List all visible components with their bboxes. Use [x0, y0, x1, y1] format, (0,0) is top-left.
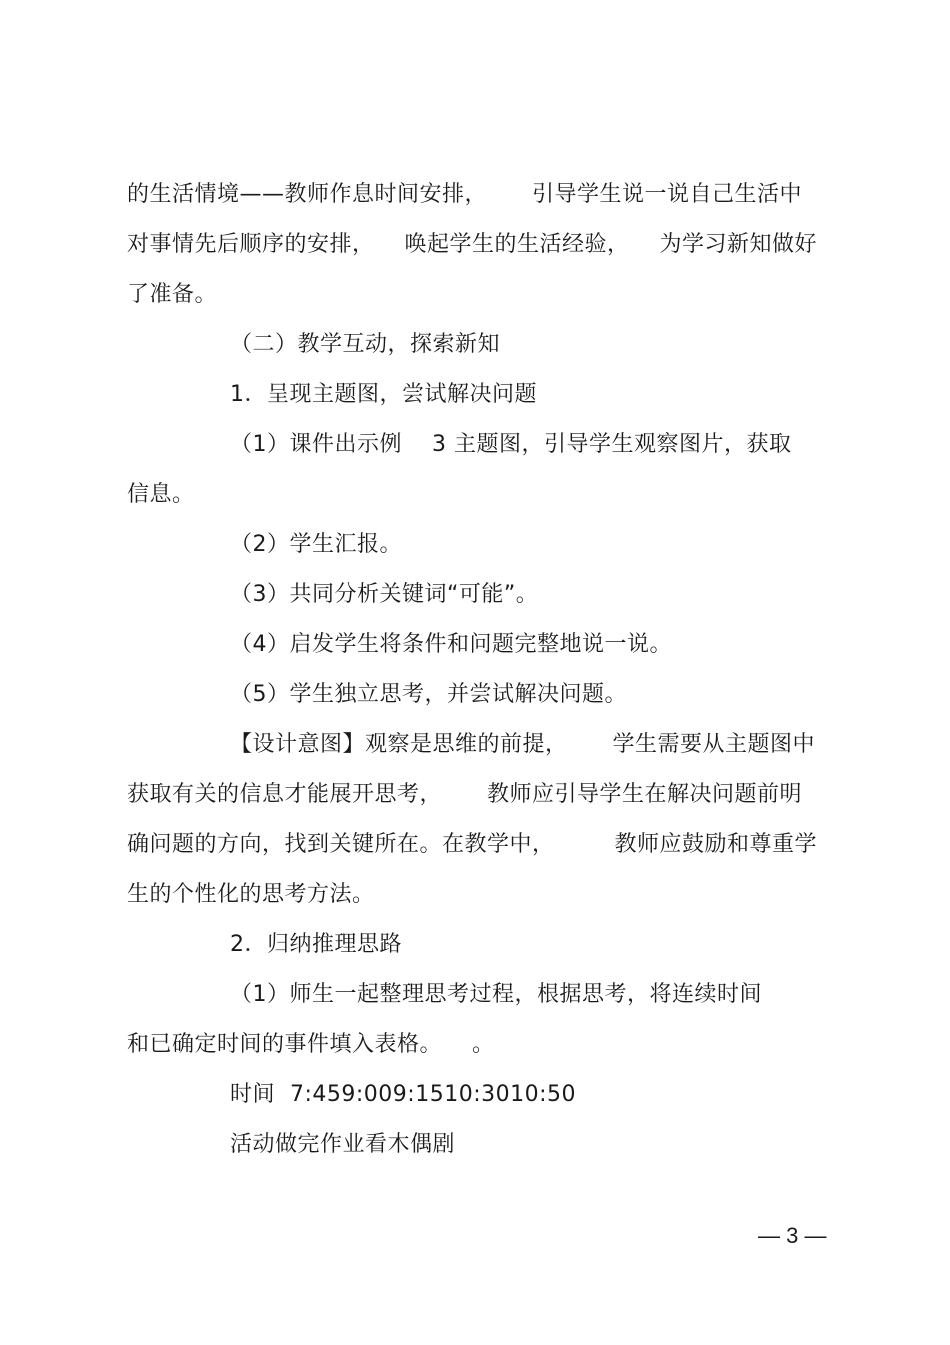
step-1-line-2: 信息。	[127, 482, 195, 507]
time-row: 时间 7:459:009:1510:3010:50	[230, 1082, 576, 1107]
step-2: （2）学生汇报。	[230, 532, 402, 557]
step-4: （4）启发学生将条件和问题完整地说一说。	[230, 632, 672, 657]
step-6-line-1: （1）师生一起整理思考过程，根据思考，将连续时间	[230, 982, 762, 1007]
page-number: — 3 —	[758, 1223, 827, 1248]
step-5: （5）学生独立思考，并尝试解决问题。	[230, 682, 627, 707]
design-intent-line-3: 确问题的方向，找到关键所在。在教学中， 教师应鼓励和尊重学	[127, 832, 817, 857]
subheading-1: 1．呈现主题图，尝试解决问题	[230, 382, 537, 407]
subheading-2: 2．归纳推理思路	[230, 932, 402, 957]
paragraph-line-1: 的生活情境——教师作息时间安排， 引导学生说一说自己生活中	[127, 182, 802, 207]
activity-row: 活动做完作业看木偶剧	[230, 1132, 456, 1157]
paragraph-line-2: 对事情先后顺序的安排， 唤起学生的生活经验， 为学习新知做好	[127, 232, 817, 257]
paragraph-line-3: 了准备。	[127, 282, 218, 307]
step-1-line-1: （1）课件出示例 3 主题图，引导学生观察图片，获取	[230, 432, 792, 457]
section-heading-2: （二）教学互动，探索新知	[230, 332, 501, 357]
design-intent-line-4: 生的个性化的思考方法。	[127, 882, 375, 907]
design-intent-line-2: 获取有关的信息才能展开思考， 教师应引导学生在解决问题前明	[127, 782, 802, 807]
design-intent-line-1: 【设计意图】观察是思维的前提， 学生需要从主题图中	[230, 732, 815, 757]
step-3: （3）共同分析关键词“可能”。	[230, 582, 539, 607]
step-6-line-2: 和已确定时间的事件填入表格。 。	[127, 1032, 495, 1057]
